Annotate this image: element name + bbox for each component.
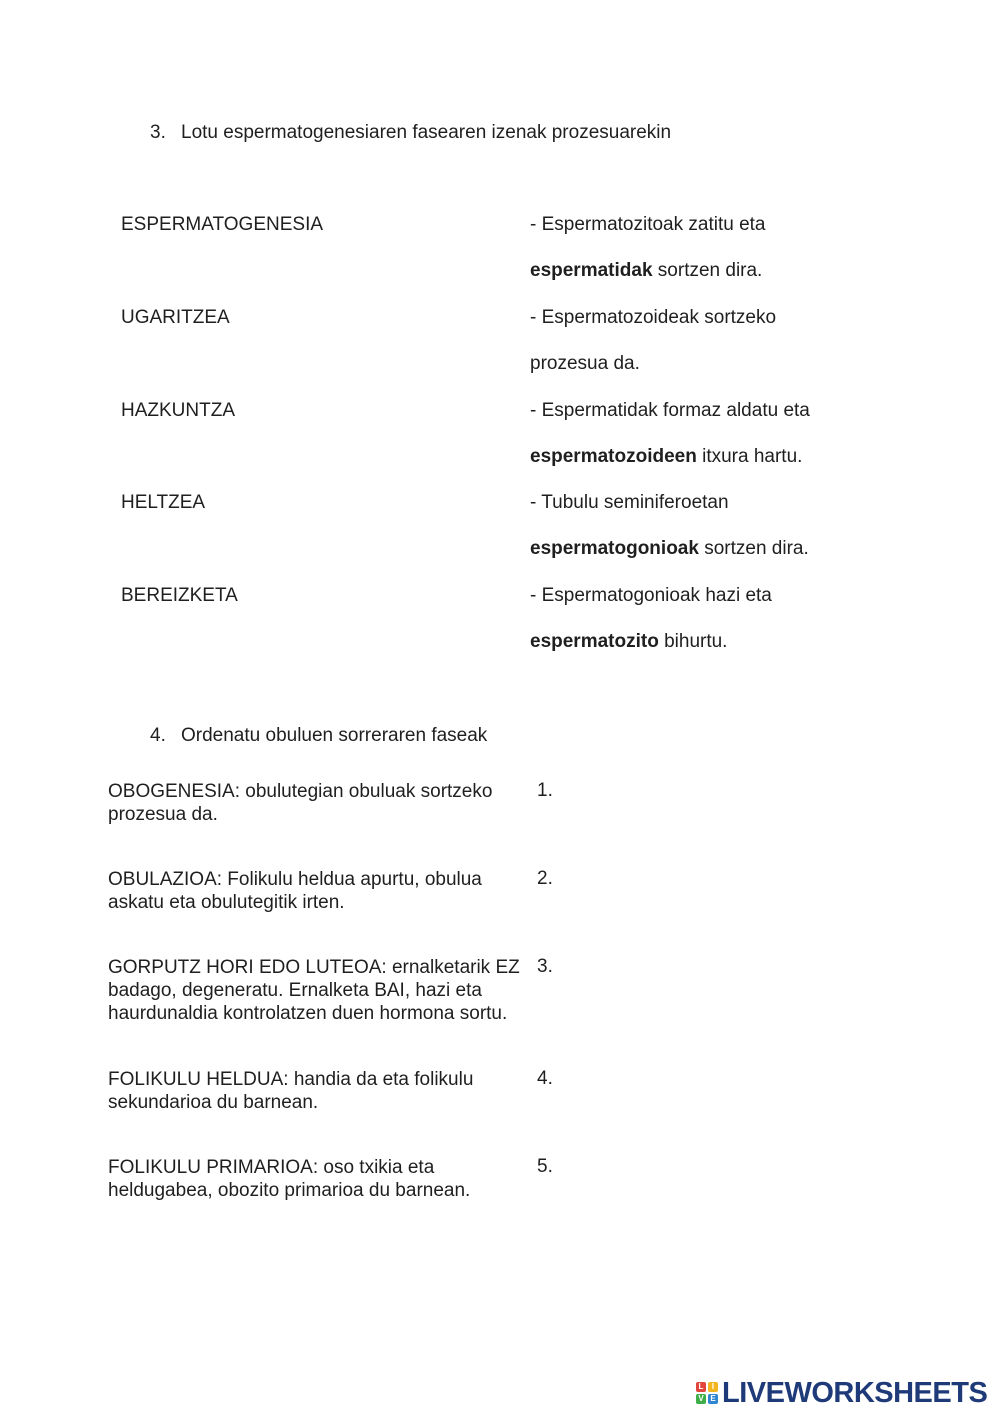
order-slot[interactable]: 2. (537, 868, 553, 889)
question-3-text: Lotu espermatogenesiaren fasearen izenak prozesuarekin (181, 122, 672, 143)
logo-mark-cell: E (708, 1394, 718, 1404)
logo-mark-icon (696, 1382, 718, 1404)
definition-bold: espermatozoideen (530, 446, 697, 467)
order-slot[interactable]: 1. (537, 780, 553, 801)
term-item: ESPERMATOGENESIA (121, 214, 324, 235)
term-item: UGARITZEA (121, 307, 230, 328)
definition-line (530, 538, 809, 560)
order-slot[interactable]: 3. (537, 956, 553, 977)
definition-rest: bihurtu. (658, 631, 728, 652)
definition-line: - Espermatozitoak zatitu eta (530, 214, 766, 235)
order-slot[interactable]: 4. (537, 1068, 553, 1089)
definition-bold: espermatozito (530, 631, 659, 652)
phase-description: OBULAZIOA: Folikulu heldua apurtu, obulua askatu eta obulutegitik irten. (108, 869, 482, 913)
definition-bold: espermatogonioak (530, 538, 699, 559)
liveworksheets-logo (696, 1378, 987, 1408)
logo-text: LIVEWORKSHEETS (722, 1377, 988, 1409)
definition-line (530, 631, 727, 653)
phase-description: FOLIKULU PRIMARIOA: oso txikia eta heldugabea, obozito primarioa du barnean. (108, 1157, 471, 1201)
definition-line (530, 446, 802, 468)
definition-line: - Espermatozoideak sortzeko (530, 307, 777, 328)
definition-rest: sortzen dira. (652, 260, 763, 281)
logo-mark-cell: V (696, 1394, 706, 1404)
order-slot[interactable]: 5. (537, 1156, 553, 1177)
phase-description: GORPUTZ HORI EDO LUTEOA: ernalketarik EZ badago, degeneratu. Ernalketa BAI, hazi eta haurdunaldia kontrolatzen duen hormona sortu. (108, 957, 520, 1024)
logo-mark-cell: I (708, 1382, 718, 1392)
term-item: BEREIZKETA (121, 585, 238, 606)
definition-rest: prozesua da. (530, 353, 640, 374)
question-3-number: 3. (150, 122, 166, 143)
definition-rest: sortzen dira. (698, 538, 809, 559)
question-4-text: Ordenatu obuluen sorreraren faseak (181, 725, 488, 746)
term-item: HAZKUNTZA (121, 400, 235, 421)
question-4-number: 4. (150, 725, 166, 746)
phase-description: FOLIKULU HELDUA: handia da eta folikulu sekundarioa du barnean. (108, 1069, 474, 1113)
definition-line: - Tubulu seminiferoetan (530, 492, 729, 513)
phase-description: OBOGENESIA: obulutegian obuluak sortzeko prozesua da. (108, 781, 493, 825)
definition-line (530, 353, 640, 375)
definition-line: - Espermatogonioak hazi eta (530, 585, 772, 606)
definition-bold: espermatidak (530, 260, 653, 281)
definition-line: - Espermatidak formaz aldatu eta (530, 400, 810, 421)
term-item: HELTZEA (121, 492, 206, 513)
definition-rest: itxura hartu. (696, 446, 803, 467)
definition-line (530, 260, 762, 282)
logo-mark-cell: L (696, 1382, 706, 1392)
